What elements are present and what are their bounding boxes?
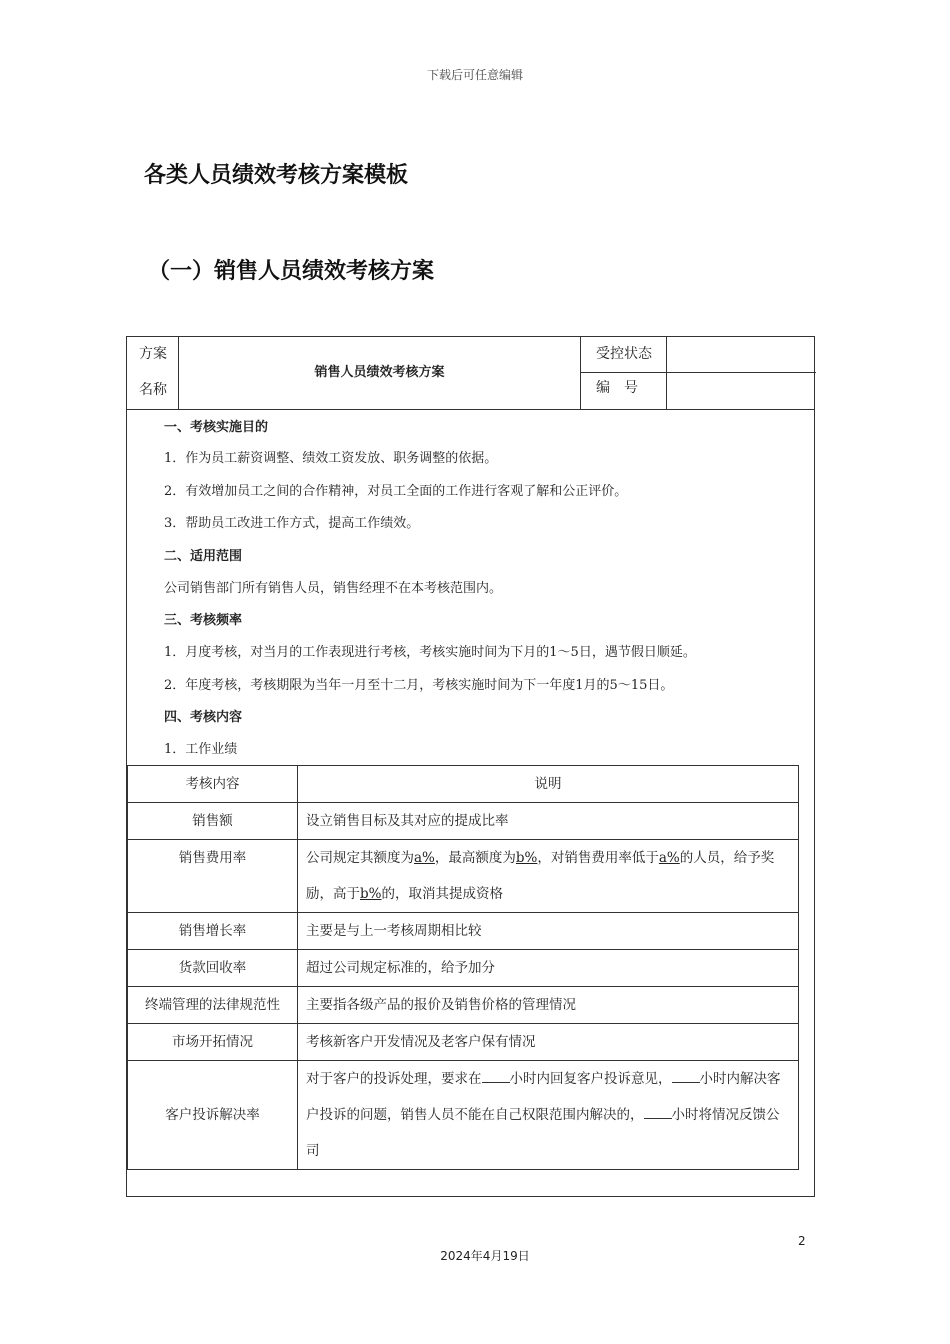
plan-name: 销售人员绩效考核方案 [314, 365, 445, 380]
row-label: 市场开拓情况 [128, 1024, 298, 1061]
table-row [128, 950, 799, 987]
text-segment: ，对销售费用率低于 [537, 850, 659, 866]
text-segment: 对于客户的投诉处理，要求在 [306, 1071, 482, 1087]
plan-label-1: 方案 [139, 346, 167, 362]
text-segment: 的，取消其提成资格 [381, 886, 503, 902]
frequency-item-1: 1．月度考核，对当月的工作表现进行考核，考核实施时间为下月的1～5日，遇节假日顺延。 [164, 645, 696, 660]
table-row [128, 840, 799, 913]
row-label: 销售增长率 [128, 913, 298, 950]
row-label: 终端管理的法律规范性 [128, 987, 298, 1024]
table-row [128, 913, 799, 950]
plan-label-2: 名称 [139, 382, 167, 398]
row-label: 货款回收率 [128, 950, 298, 987]
purpose-item-3: 3．帮助员工改进工作方式，提高工作绩效。 [164, 516, 420, 531]
text-segment: 小时内回复客户投诉意见， [509, 1071, 672, 1087]
table-row [128, 987, 799, 1024]
form-header [127, 337, 814, 410]
scope-text: 公司销售部门所有销售人员，销售经理不在本考核范围内。 [164, 581, 503, 596]
blank-line [672, 1068, 700, 1083]
table-row [128, 1024, 799, 1061]
row-value [298, 840, 799, 913]
plan-name-cell [179, 337, 581, 409]
content-item-1: 1．工作业绩 [164, 742, 238, 757]
text-segment: ，最高额度为 [434, 850, 516, 866]
plan-name-label-cell [127, 337, 179, 409]
footer-date: 2024年4月19日 [440, 1249, 530, 1263]
table-header-row [128, 766, 799, 803]
header-note: 下载后可任意编辑 [426, 68, 523, 82]
purpose-item-2: 2．有效增加员工之间的合作精神，对员工全面的工作进行客观了解和公正评价。 [164, 484, 628, 499]
text-segment: 公司规定其额度为 [306, 850, 414, 866]
underlined-value: b% [515, 850, 538, 866]
row-label: 客户投诉解决率 [128, 1061, 298, 1170]
row-value: 设立销售目标及其对应的提成比率 [298, 803, 799, 840]
page-number: 2 [798, 1234, 806, 1248]
text-segment: 的人员，给予奖励，高于 [306, 850, 775, 902]
heading-content: 四、考核内容 [164, 710, 243, 725]
meta-value-cell [667, 337, 816, 409]
purpose-item-1: 1．作为员工薪资调整、绩效工资发放、职务调整的依据。 [164, 451, 498, 466]
table-header-cell: 考核内容 [128, 766, 298, 803]
document-title: 各类人员绩效考核方案模板 [144, 163, 409, 188]
performance-table [127, 765, 799, 1170]
heading-purpose: 一、考核实施目的 [164, 420, 269, 435]
table-row [128, 803, 799, 840]
text-segment: 小时将情况反馈公司 [306, 1107, 780, 1159]
table-header-cell: 说明 [298, 766, 799, 803]
row-value: 考核新客户开发情况及老客户保有情况 [298, 1024, 799, 1061]
blank-line [644, 1104, 672, 1119]
meta-label-cell [581, 337, 667, 409]
heading-scope: 二、适用范围 [164, 549, 243, 564]
row-value [298, 1061, 799, 1170]
text-segment: 小时内解决客户投诉的问题，销售人员不能在自己权限范围内解决的， [306, 1071, 781, 1123]
row-value: 超过公司规定标准的，给予加分 [298, 950, 799, 987]
table-row [128, 1061, 799, 1170]
number-label: 编号 [596, 380, 652, 396]
row-value: 主要是与上一考核周期相比较 [298, 913, 799, 950]
frequency-item-2: 2．年度考核，考核期限为当年一月至十二月，考核实施时间为下一年度1月的5～15日。 [164, 678, 674, 693]
control-status-label: 受控状态 [596, 346, 652, 362]
plan-form [126, 336, 815, 1197]
blank-line [482, 1068, 510, 1083]
underlined-value: a% [658, 850, 680, 866]
underlined-value: b% [360, 886, 382, 902]
section-title: （一）销售人员绩效考核方案 [148, 259, 435, 284]
row-label: 销售费用率 [128, 840, 298, 913]
divider [581, 372, 816, 373]
heading-frequency: 三、考核频率 [164, 613, 243, 628]
row-label: 销售额 [128, 803, 298, 840]
underlined-value: a% [414, 850, 435, 866]
row-value: 主要指各级产品的报价及销售价格的管理情况 [298, 987, 799, 1024]
